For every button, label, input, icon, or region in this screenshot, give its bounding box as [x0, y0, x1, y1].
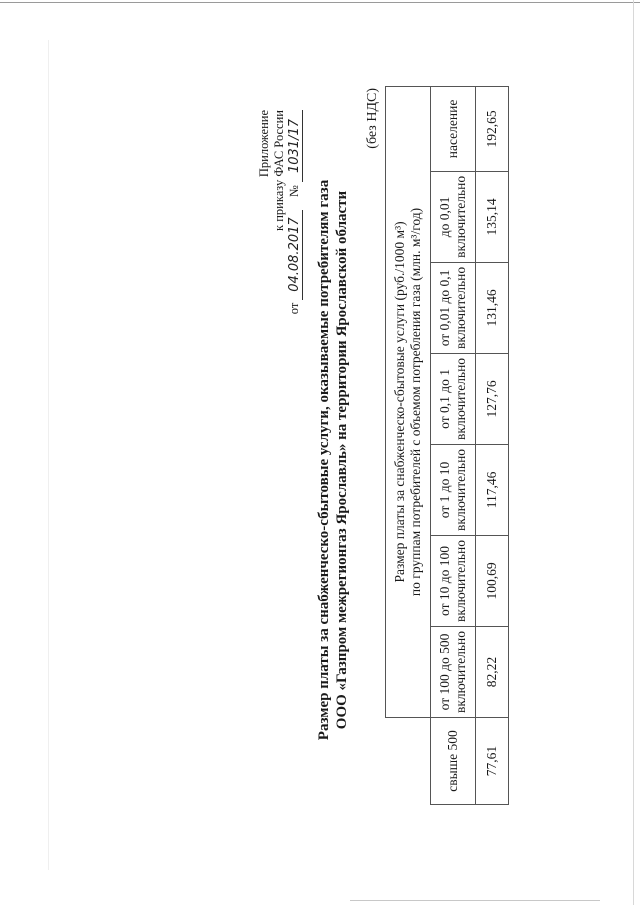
group-header: [431, 353, 476, 444]
group-label: от 100 до 500: [437, 633, 452, 711]
group-label: от 1 до 10: [437, 461, 452, 519]
group-header: [431, 262, 476, 353]
document-page: [165, 70, 499, 860]
table-corner-cell: [386, 718, 431, 805]
group-header: [431, 86, 476, 171]
group-qualifier: включительно: [453, 357, 468, 440]
document-title: [315, 80, 351, 840]
group-header: [431, 444, 476, 535]
number-prefix: №: [287, 185, 301, 198]
handwritten-number: 1031/17: [287, 110, 303, 182]
group-qualifier: включительно: [453, 448, 468, 531]
scan-fold-line: [48, 40, 49, 870]
scan-edge-top: [0, 2, 640, 3]
table-header: [386, 86, 431, 717]
value-cell: 100,69: [476, 535, 509, 626]
group-qualifier: включительно: [453, 630, 468, 713]
title-line-2: ООО «Газпром межрегионгаз Ярославль» на территории Ярославской области: [334, 190, 350, 730]
value-cell: 192,65: [476, 86, 509, 171]
title-line-1: Размер платы за снабженческо-сбытовые услуги, оказываемые потребителям газа: [316, 179, 332, 741]
group-qualifier: включительно: [453, 175, 468, 258]
group-header: [431, 535, 476, 626]
value-cell: 135,14: [476, 171, 509, 262]
vat-note: (без НДС): [365, 88, 380, 149]
group-qualifier: включительно: [453, 539, 468, 622]
appendix-order-ref: к приказу ФАС России: [272, 110, 286, 231]
appendix-date-number: [287, 110, 303, 370]
appendix-block: [257, 110, 303, 370]
group-label: до 0,01: [437, 196, 452, 238]
value-cell: 127,76: [476, 353, 509, 444]
scan-edge-right: [633, 0, 634, 905]
value-cell: 117,46: [476, 444, 509, 535]
value-cell: 82,22: [476, 626, 509, 717]
table-header-line-1: Размер платы за снабженческо-сбытовые услуги (руб./1000 м³): [392, 221, 407, 583]
scan-edge-bottom: [350, 900, 600, 901]
group-header: [431, 171, 476, 262]
group-label: население: [445, 99, 460, 159]
group-label: от 10 до 100: [437, 546, 452, 616]
group-header: [431, 718, 476, 805]
appendix-label: Приложение: [257, 110, 271, 178]
group-qualifier: включительно: [453, 266, 468, 349]
value-cell: 131,46: [476, 262, 509, 353]
table-header-line-2: по группам потребителей с объемом потребления газа (млн. м³/год): [408, 207, 423, 597]
value-cell: 77,61: [476, 718, 509, 805]
date-prefix: от: [287, 302, 301, 315]
group-label: от 0,01 до 0,1: [437, 269, 452, 347]
group-header: [431, 626, 476, 717]
rates-table: [385, 86, 509, 805]
group-label: свыше 500: [445, 730, 460, 792]
handwritten-date: 04.08.2017: [287, 210, 303, 300]
group-label: от 0,1 до 1: [437, 369, 452, 429]
